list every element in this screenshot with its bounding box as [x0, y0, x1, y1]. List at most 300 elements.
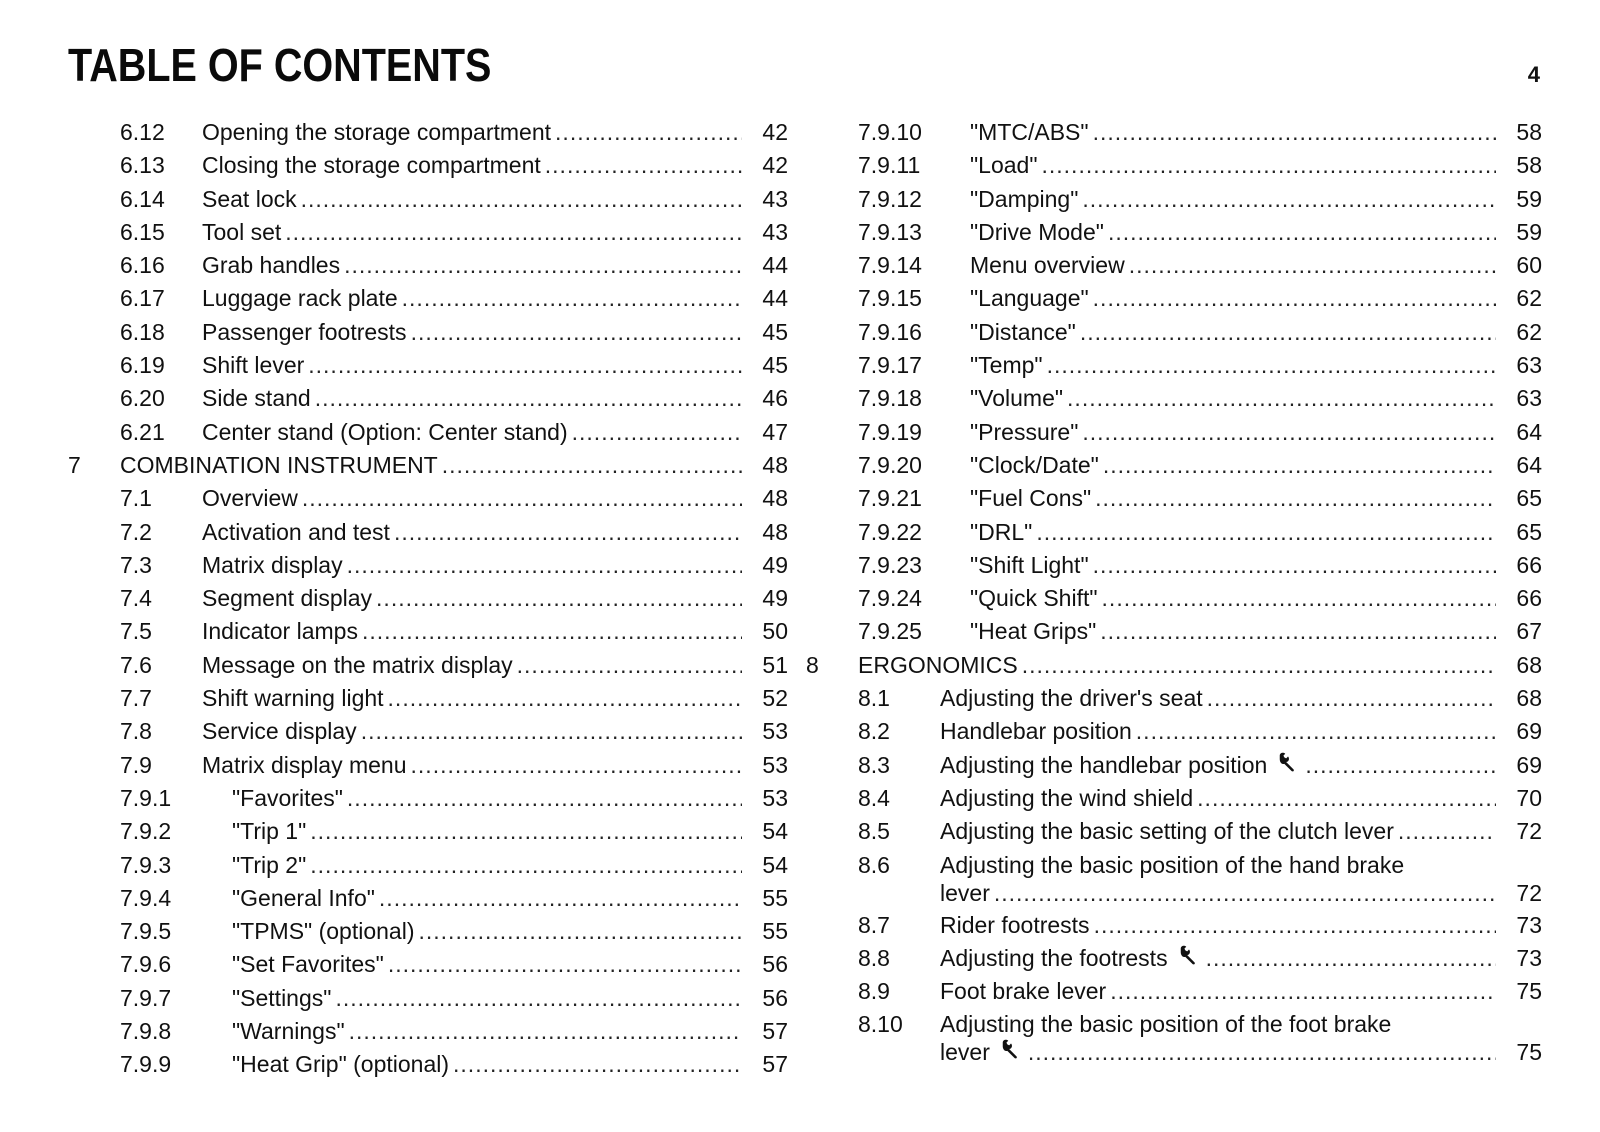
- toc-entry-label-wrap: [202, 549, 742, 582]
- dot-leader: [411, 316, 742, 349]
- toc-entry-number: 7.9.21: [858, 485, 922, 512]
- toc-entry-label: "Distance": [970, 318, 1076, 345]
- toc-entry-number: 6.19: [120, 352, 165, 379]
- toc-entry-page: 58: [1516, 119, 1542, 145]
- toc-entry-number: 8.3: [858, 751, 890, 778]
- toc-entry[interactable]: [806, 942, 1542, 975]
- toc-entry-label-continued: lever: [940, 879, 990, 906]
- toc-entry-label-wrap: [970, 183, 1496, 216]
- toc-entry[interactable]: [806, 349, 1542, 382]
- toc-entry-label-wrap: [202, 649, 742, 682]
- toc-entry-number: 7.8: [120, 718, 152, 745]
- toc-entry-label: "General Info": [232, 884, 375, 911]
- toc-entry-label: Segment display: [202, 585, 373, 612]
- dot-leader: [1028, 1036, 1496, 1069]
- toc-entry[interactable]: [68, 183, 788, 216]
- toc-entry[interactable]: [68, 416, 788, 449]
- toc-entry-number: 7.9.3: [120, 851, 172, 878]
- toc-entry-page: 62: [1516, 285, 1542, 312]
- toc-entry-label: Matrix display menu: [202, 751, 407, 778]
- toc-entry-page: 53: [762, 784, 788, 811]
- toc-entry-label: Matrix display: [202, 551, 343, 578]
- toc-entry-label-wrap: [232, 782, 742, 815]
- toc-entry-label: Adjusting the basic setting of the clutch lever: [940, 818, 1394, 845]
- toc-entry[interactable]: [806, 249, 1542, 282]
- toc-entry-page: 56: [762, 951, 788, 978]
- toc-entry-page: 43: [762, 185, 788, 212]
- toc-entry-number: 6.20: [120, 385, 165, 412]
- toc-entry-label-wrap: [940, 815, 1496, 848]
- toc-entry-number: 8.4: [858, 784, 890, 811]
- toc-entry-page: 49: [762, 585, 788, 612]
- toc-entry[interactable]: [68, 782, 788, 815]
- toc-entry-number: 7.2: [120, 518, 152, 545]
- toc-entry[interactable]: [806, 749, 1542, 782]
- dot-leader: [361, 715, 742, 748]
- dot-leader: [1103, 449, 1496, 482]
- toc-entry-number: 8.8: [858, 944, 890, 971]
- toc-entry[interactable]: [68, 915, 788, 948]
- toc-entry-label-wrap: [940, 909, 1496, 942]
- toc-entry-number: 7.9.7: [120, 984, 172, 1011]
- dot-leader: [394, 516, 742, 549]
- toc-entry-label: "Heat Grips": [970, 618, 1097, 645]
- toc-entry[interactable]: [68, 482, 788, 515]
- toc-entry-label-continued: lever: [940, 1039, 990, 1066]
- toc-entry-label: Message on the matrix display: [202, 651, 513, 678]
- toc-entry-number: 6.16: [120, 252, 165, 279]
- toc-entry-page: 75: [1516, 1039, 1542, 1066]
- toc-entry-page: 69: [1516, 718, 1542, 745]
- toc-entry-label-wrap: [970, 615, 1496, 648]
- toc-entry-label: "Clock/Date": [970, 451, 1099, 478]
- dot-leader: [1305, 749, 1496, 782]
- toc-entry-label-wrap: [970, 416, 1496, 449]
- dot-leader: [362, 615, 742, 648]
- toc-entry-page: 57: [762, 1018, 788, 1045]
- toc-entry-label: Side stand: [202, 385, 311, 412]
- toc-entry[interactable]: [68, 549, 788, 582]
- toc-entry-number: 8: [806, 651, 819, 678]
- toc-entry-page: 68: [1516, 685, 1542, 712]
- dot-leader: [994, 877, 1496, 910]
- toc-right-column: [806, 116, 1542, 1068]
- toc-entry[interactable]: [806, 183, 1542, 216]
- toc-entry-label: Rider footrests: [940, 911, 1090, 938]
- dot-leader: [1110, 975, 1496, 1008]
- toc-entry-label-wrap: [232, 882, 742, 915]
- toc-entry-number: 8.5: [858, 818, 890, 845]
- toc-entry-number: 8.1: [858, 685, 890, 712]
- toc-entry[interactable]: [806, 316, 1542, 349]
- toc-entry-label-wrap: [970, 449, 1496, 482]
- toc-entry[interactable]: [806, 849, 1542, 909]
- toc-entry-page: 47: [762, 418, 788, 445]
- toc-entry-label-wrap: [202, 382, 742, 415]
- dot-leader: [1080, 316, 1496, 349]
- toc-entry-page: 55: [762, 918, 788, 945]
- toc-entry-label: "Favorites": [232, 784, 343, 811]
- toc-entry-number: 6.21: [120, 418, 165, 445]
- toc-entry-label-wrap: [970, 216, 1496, 249]
- toc-entry-label: Overview: [202, 485, 298, 512]
- toc-entry[interactable]: [68, 349, 788, 382]
- dot-leader: [344, 249, 742, 282]
- toc-entry-label-wrap: [940, 877, 1496, 910]
- toc-entry-page: 67: [1516, 618, 1542, 645]
- toc-entry-page: 57: [762, 1051, 788, 1078]
- toc-entry-number: 7.4: [120, 585, 152, 612]
- toc-entry-label-wrap: [970, 149, 1496, 182]
- toc-entry-number: 7.3: [120, 551, 152, 578]
- toc-entry[interactable]: [68, 749, 788, 782]
- toc-entry-page: 50: [762, 618, 788, 645]
- toc-entry-page: 48: [762, 518, 788, 545]
- dot-leader: [1082, 416, 1496, 449]
- toc-entry-page: 65: [1516, 518, 1542, 545]
- toc-entry-label: "Damping": [970, 185, 1079, 212]
- toc-entry-number: 7.9.9: [120, 1051, 172, 1078]
- dot-leader: [1095, 482, 1496, 515]
- toc-entry-page: 68: [1516, 651, 1542, 678]
- toc-entry[interactable]: [68, 249, 788, 282]
- toc-entry-label-wrap: [970, 549, 1496, 582]
- dot-leader: [419, 915, 743, 948]
- toc-entry[interactable]: [68, 649, 788, 682]
- toc-entry-label: Service display: [202, 718, 357, 745]
- toc-entry[interactable]: [68, 382, 788, 415]
- dot-leader: [1197, 782, 1496, 815]
- toc-entry-label: Adjusting the basic position of the foot brake: [940, 1011, 1392, 1038]
- toc-entry-label-wrap: [202, 349, 742, 382]
- toc-entry[interactable]: [68, 1048, 788, 1081]
- toc-entry-label: "Fuel Cons": [970, 485, 1092, 512]
- toc-entry-label: "DRL": [970, 518, 1033, 545]
- toc-entry-label: Grab handles: [202, 252, 341, 279]
- toc-entry-label: Shift lever: [202, 352, 305, 379]
- toc-entry-label: "MTC/ABS": [970, 119, 1089, 145]
- toc-entry[interactable]: [806, 282, 1542, 315]
- toc-entry[interactable]: [806, 416, 1542, 449]
- toc-entry-page: 66: [1516, 585, 1542, 612]
- toc-entry[interactable]: [806, 815, 1542, 848]
- dot-leader: [1206, 942, 1496, 975]
- toc-entry-label: Seat lock: [202, 185, 297, 212]
- dot-leader: [376, 582, 742, 615]
- toc-entry-label: "Temp": [970, 352, 1043, 379]
- dot-leader: [349, 1015, 742, 1048]
- dot-leader: [379, 882, 742, 915]
- toc-entry-number: 6.15: [120, 218, 165, 245]
- toc-entry[interactable]: [806, 516, 1542, 549]
- dot-leader: [572, 416, 742, 449]
- dot-leader: [1129, 249, 1496, 282]
- toc-entry-page: 58: [1516, 152, 1542, 179]
- toc-entry-number: 7.9.16: [858, 318, 922, 345]
- toc-entry-label: Handlebar position: [940, 718, 1132, 745]
- dot-leader: [1042, 149, 1497, 182]
- toc-entry[interactable]: [806, 615, 1542, 648]
- toc-entry-page: 44: [762, 285, 788, 312]
- toc-entry-page: 63: [1516, 352, 1542, 379]
- toc-entry-page: 63: [1516, 385, 1542, 412]
- toc-entry-label-wrap: [970, 516, 1496, 549]
- dot-leader: [1100, 615, 1496, 648]
- toc-entry-number: 7: [68, 451, 81, 478]
- toc-entry-label-wrap: [970, 249, 1496, 282]
- toc-entry-label-wrap: [970, 349, 1496, 382]
- toc-entry-label: "Trip 2": [232, 851, 307, 878]
- toc-entry-label: "Shift Light": [970, 551, 1089, 578]
- toc-entry-page: 45: [762, 352, 788, 379]
- toc-entry[interactable]: [68, 1015, 788, 1048]
- dot-leader: [388, 682, 742, 715]
- toc-entry-number: 7.9.12: [858, 185, 922, 212]
- toc-entry-label-wrap: [202, 216, 742, 249]
- toc-entry-number: 8.9: [858, 978, 890, 1005]
- toc-entry-page: 72: [1516, 879, 1542, 906]
- dot-leader: [442, 449, 742, 482]
- toc-entry[interactable]: [68, 982, 788, 1015]
- dot-leader: [1067, 382, 1496, 415]
- dot-leader: [315, 382, 742, 415]
- toc-entry-label-wrap: [202, 615, 742, 648]
- dot-leader: [347, 782, 742, 815]
- toc-entry-label-wrap: [940, 975, 1496, 1008]
- toc-entry-label: "Warnings": [232, 1018, 345, 1045]
- toc-entry-number: 7.9.6: [120, 951, 172, 978]
- toc-entry-label-wrap: [202, 582, 742, 615]
- toc-entry-page: 43: [762, 218, 788, 245]
- dot-leader: [335, 982, 742, 1015]
- toc-entry-page: 55: [762, 884, 788, 911]
- dot-leader: [1082, 183, 1496, 216]
- toc-entry-number: 7.9.11: [858, 152, 921, 179]
- toc-entry-page: 59: [1516, 185, 1542, 212]
- toc-entry-page: 65: [1516, 485, 1542, 512]
- toc-entry-number: 7.9.4: [120, 884, 172, 911]
- toc-entry-label: Opening the storage compartment: [202, 119, 552, 145]
- toc-entry-label-wrap: [940, 1036, 1496, 1069]
- dot-leader: [1022, 649, 1496, 682]
- toc-entry-label-wrap: [202, 183, 742, 216]
- toc-entry-page: 49: [762, 551, 788, 578]
- toc-entry[interactable]: [68, 849, 788, 882]
- toc-entry-page: 48: [762, 485, 788, 512]
- dot-leader: [1093, 549, 1496, 582]
- wrench-icon: [1000, 1038, 1022, 1060]
- toc-entry[interactable]: [68, 882, 788, 915]
- toc-entry-number: 7.9.8: [120, 1018, 172, 1045]
- toc-entry[interactable]: [68, 682, 788, 715]
- toc-entry[interactable]: [68, 216, 788, 249]
- toc-entry[interactable]: [806, 149, 1542, 182]
- toc-entry-number: 7.1: [120, 485, 152, 512]
- toc-entry-number: 6.12: [120, 119, 165, 145]
- toc-entry-label-wrap: [202, 749, 742, 782]
- toc-entry-page: 52: [762, 685, 788, 712]
- toc-entry-label: Indicator lamps: [202, 618, 358, 645]
- toc-entry-page: 60: [1516, 252, 1542, 279]
- toc-entry-label-wrap: [202, 682, 742, 715]
- wrench-icon: [1178, 944, 1200, 966]
- toc-entry-label-wrap: [970, 482, 1496, 515]
- toc-entry-number: 7.9.23: [858, 551, 922, 578]
- toc-entry-page: 64: [1516, 451, 1542, 478]
- toc-entry[interactable]: [806, 975, 1542, 1008]
- toc-entry-page: 51: [762, 651, 788, 678]
- toc-entry[interactable]: [68, 449, 788, 482]
- toc-entry-label-wrap: [940, 942, 1496, 975]
- toc-entry-number: 7.9.5: [120, 918, 172, 945]
- dot-leader: [310, 849, 742, 882]
- dot-leader: [411, 749, 742, 782]
- toc-entry-label-wrap: [970, 382, 1496, 415]
- toc-entry-number: 8.10: [858, 1011, 903, 1038]
- toc-entry-page: 42: [762, 152, 788, 179]
- toc-entry[interactable]: [68, 116, 788, 149]
- toc-entry-page: 75: [1516, 978, 1542, 1005]
- toc-entry-page: 42: [762, 119, 788, 145]
- toc-entry[interactable]: [806, 682, 1542, 715]
- toc-entry-label-wrap: [970, 282, 1496, 315]
- toc-entry[interactable]: [806, 909, 1542, 942]
- toc-entry-page: 53: [762, 718, 788, 745]
- toc-entry-number: 8.6: [858, 851, 890, 878]
- toc-entry-page: 73: [1516, 911, 1542, 938]
- toc-entry[interactable]: [68, 715, 788, 748]
- toc-entry-page: 59: [1516, 218, 1542, 245]
- toc-entry-number: 7.9.19: [858, 418, 922, 445]
- dot-leader: [1093, 282, 1496, 315]
- toc-entry-number: 7.7: [120, 685, 152, 712]
- toc-entry-number: 7.9.14: [858, 252, 922, 279]
- dot-leader: [453, 1048, 742, 1081]
- toc-entry-label-wrap: [202, 482, 742, 515]
- toc-entry-number: 7.9.1: [120, 784, 172, 811]
- toc-entry-page: 69: [1516, 751, 1542, 778]
- toc-entry[interactable]: [806, 582, 1542, 615]
- toc-entry[interactable]: [806, 449, 1542, 482]
- toc-entry-label: Center stand (Option: Center stand): [202, 418, 568, 445]
- toc-entry-label: Adjusting the driver's seat: [940, 685, 1203, 712]
- toc-entry-label-wrap: [202, 416, 742, 449]
- toc-entry-page: 64: [1516, 418, 1542, 445]
- toc-entry-label: "TPMS" (optional): [232, 918, 415, 945]
- dot-leader: [545, 149, 742, 182]
- toc-entry-label: Adjusting the footrests: [940, 944, 1168, 971]
- toc-entry-label: Shift warning light: [202, 685, 384, 712]
- toc-entry[interactable]: [68, 615, 788, 648]
- dot-leader: [1102, 582, 1496, 615]
- toc-entry-label: "Heat Grip" (optional): [232, 1051, 450, 1078]
- toc-entry[interactable]: [68, 582, 788, 615]
- toc-entry-label: Menu overview: [970, 252, 1125, 279]
- toc-entry-page: 70: [1516, 784, 1542, 811]
- toc-entry[interactable]: [806, 649, 1542, 682]
- toc-entry-label-wrap: [940, 682, 1496, 715]
- toc-entry[interactable]: [806, 482, 1542, 515]
- dot-leader: [301, 183, 742, 216]
- toc-entry[interactable]: [806, 116, 1542, 149]
- toc-entry-label-wrap: [202, 282, 742, 315]
- toc-entry-page: 56: [762, 984, 788, 1011]
- toc-entry-label: Adjusting the handlebar position: [940, 751, 1268, 778]
- toc-entry[interactable]: [68, 815, 788, 848]
- toc-entry-number: 7.9.18: [858, 385, 922, 412]
- toc-entry-label: COMBINATION INSTRUMENT: [120, 451, 438, 478]
- dot-leader: [1094, 909, 1496, 942]
- toc-entry-label-wrap: [232, 915, 742, 948]
- toc-entry-number: 7.5: [120, 618, 152, 645]
- toc-entry-label: "Language": [970, 285, 1089, 312]
- toc-entry-page: 48: [762, 451, 788, 478]
- toc-entry-label: "Drive Mode": [970, 218, 1104, 245]
- toc-entry-page: 53: [762, 751, 788, 778]
- toc-entry-label-wrap: [202, 715, 742, 748]
- toc-entry[interactable]: [806, 549, 1542, 582]
- toc-entry[interactable]: [806, 382, 1542, 415]
- dot-leader: [1136, 715, 1496, 748]
- toc-entry-number: 7.9.25: [858, 618, 922, 645]
- page-title: TABLE OF CONTENTS: [68, 39, 492, 91]
- toc-entry-label-wrap: [202, 516, 742, 549]
- dot-leader: [308, 349, 742, 382]
- toc-entry-label: "Settings": [232, 984, 332, 1011]
- toc-entry[interactable]: [806, 715, 1542, 748]
- toc-entry-label-wrap: [202, 316, 742, 349]
- toc-entry-page: 73: [1516, 944, 1542, 971]
- toc-entry-number: 7.9.24: [858, 585, 922, 612]
- toc-entry[interactable]: [68, 316, 788, 349]
- toc-entry-label: "Trip 1": [232, 818, 307, 845]
- toc-entry[interactable]: [68, 282, 788, 315]
- toc-entry-label: "Set Favorites": [232, 951, 384, 978]
- toc-entry-label: ERGONOMICS: [858, 651, 1018, 678]
- toc-entry-label-wrap: [202, 116, 742, 149]
- toc-entry-page: 46: [762, 385, 788, 412]
- toc-entry-label-wrap: [232, 815, 742, 848]
- toc-entry-label-wrap: [202, 149, 742, 182]
- dot-leader: [1047, 349, 1496, 382]
- toc-left-column: [68, 116, 788, 1082]
- toc-entry-number: 7.9.10: [858, 119, 922, 145]
- toc-entry-label-wrap: [232, 849, 742, 882]
- toc-entry[interactable]: [806, 782, 1542, 815]
- toc-entry-label: "Volume": [970, 385, 1064, 412]
- dot-leader: [285, 216, 742, 249]
- toc-entry[interactable]: [68, 948, 788, 981]
- toc-entry-number: 7.6: [120, 651, 152, 678]
- toc-entry[interactable]: [68, 149, 788, 182]
- toc-entry-label-wrap: [232, 1048, 742, 1081]
- toc-entry-label: Luggage rack plate: [202, 285, 398, 312]
- toc-entry-page: 44: [762, 252, 788, 279]
- toc-entry-number: 6.17: [120, 285, 165, 312]
- toc-entry[interactable]: [68, 516, 788, 549]
- toc-entry[interactable]: [806, 216, 1542, 249]
- toc-entry-label-wrap: [232, 948, 742, 981]
- toc-entry-number: 6.13: [120, 152, 165, 179]
- toc-entry-number: 6.18: [120, 318, 165, 345]
- toc-entry[interactable]: [806, 1008, 1542, 1068]
- toc-entry-number: 8.2: [858, 718, 890, 745]
- toc-entry-page: 66: [1516, 551, 1542, 578]
- toc-entry-number: 8.7: [858, 911, 890, 938]
- dot-leader: [347, 549, 742, 582]
- toc-entry-page: 54: [762, 818, 788, 845]
- toc-entry-label: Activation and test: [202, 518, 390, 545]
